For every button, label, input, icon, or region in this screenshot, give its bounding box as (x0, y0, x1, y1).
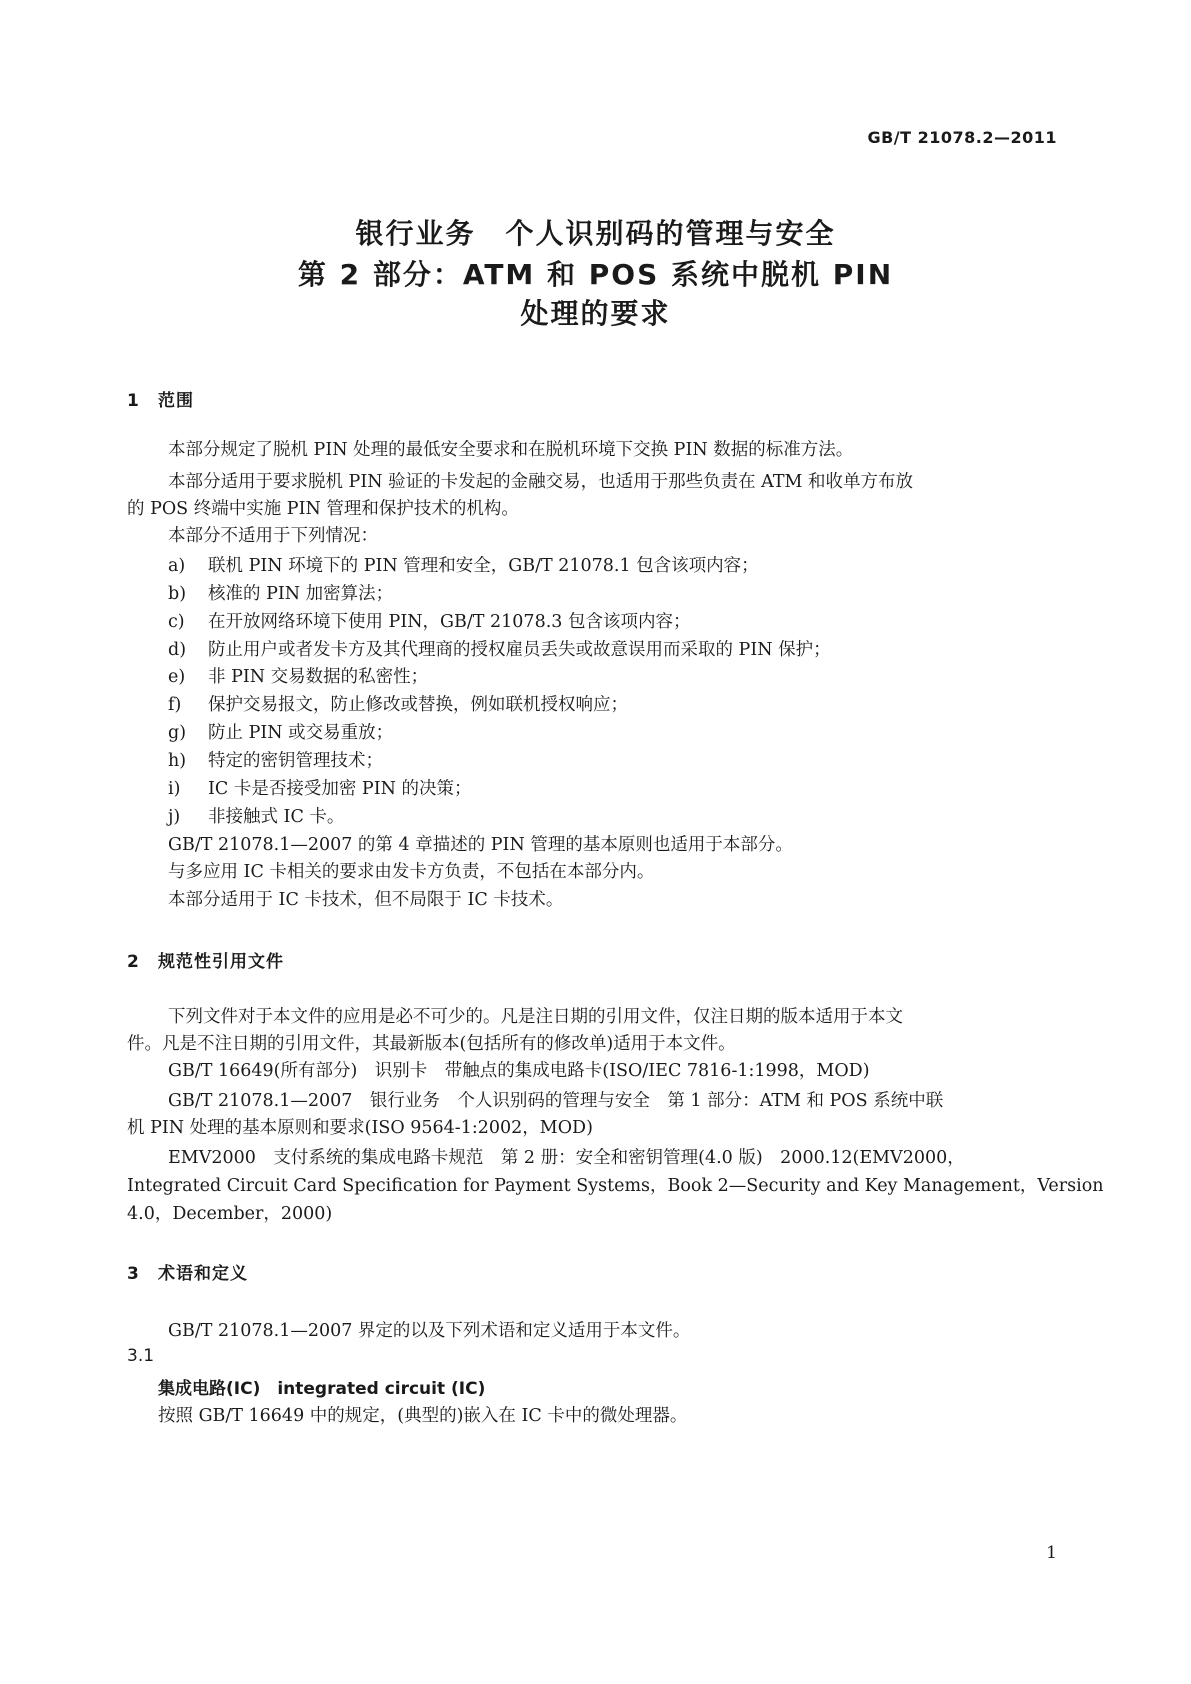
list-label: i) (168, 779, 181, 799)
reference-entry: GB/T 16649(所有部分) 识别卡 带触点的集成电路卡(ISO/IEC 7816-1:1998，MOD) (168, 1061, 870, 1081)
list-label: b) (168, 584, 187, 604)
paragraph: GB/T 21078.1—2007 界定的以及下列术语和定义适用于本文件。 (168, 1321, 691, 1341)
list-label: j) (168, 807, 181, 827)
list-text: 防止用户或者发卡方及其代理商的授权雇员丢失或故意误用而采取的 PIN 保护； (208, 640, 831, 660)
title-line-3: 处理的要求 (520, 297, 671, 330)
section-title: 规范性引用文件 (158, 952, 284, 972)
reference-entry: EMV2000 支付系统的集成电路卡规范 第 2 册：安全和密钥管理(4.0 版) 2000.12(EMV2000， (168, 1148, 965, 1168)
list-text: 保护交易报文，防止修改或替换，例如联机授权响应； (208, 695, 628, 715)
list-item (168, 663, 428, 688)
section-1-heading (127, 386, 194, 411)
list-label: e) (168, 667, 186, 687)
reference-continuation: 4.0，December，2000) (127, 1204, 333, 1224)
paragraph-continuation: 件。凡是不注日期的引用文件，其最新版本(包括所有的修改单)适用于本文件。 (127, 1034, 736, 1054)
term-definition: 按照 GB/T 16649 中的规定，(典型的)嵌入在 IC 卡中的微处理器。 (158, 1406, 688, 1426)
list-item (168, 747, 383, 772)
paragraph: GB/T 21078.1—2007 的第 4 章描述的 PIN 管理的基本原则也适用于本部分。 (168, 835, 793, 855)
reference-continuation: 机 PIN 处理的基本原则和要求(ISO 9564-1:2002，MOD) (127, 1118, 593, 1138)
list-item (168, 552, 759, 577)
section-number: 1 (127, 391, 140, 411)
list-item (168, 608, 690, 633)
list-text: 特定的密钥管理技术； (208, 751, 383, 771)
paragraph: 与多应用 IC 卡相关的要求由发卡方负责，不包括在本部分内。 (168, 862, 655, 882)
list-text: 防止 PIN 或交易重放； (208, 723, 394, 743)
list-item (168, 775, 472, 800)
term-number: 3.1 (127, 1346, 155, 1366)
section-title: 术语和定义 (158, 1264, 248, 1284)
paragraph: 本部分适用于 IC 卡技术，但不局限于 IC 卡技术。 (168, 890, 564, 910)
list-label: f) (168, 695, 182, 715)
paragraph: 本部分不适用于下列情况： (168, 526, 378, 546)
section-number: 2 (127, 952, 140, 972)
section-title: 范围 (158, 391, 194, 411)
list-text: 在开放网络环境下使用 PIN，GB/T 21078.3 包含该项内容； (208, 612, 691, 632)
section-3-heading (127, 1259, 248, 1284)
section-number: 3 (127, 1264, 140, 1284)
list-label: h) (168, 751, 187, 771)
reference-continuation: Integrated Circuit Card Specification for Payment Systems，Book 2—Security and Key Management，Version (127, 1176, 1104, 1196)
paragraph-continuation: 的 POS 终端中实施 PIN 管理和保护技术的机构。 (127, 499, 519, 519)
list-text: 非 PIN 交易数据的私密性； (208, 667, 429, 687)
list-item (168, 691, 628, 716)
reference-entry: GB/T 21078.1—2007 银行业务 个人识别码的管理与安全 第 1 部分：ATM 和 POS 系统中联 (168, 1091, 944, 1111)
list-label: g) (168, 723, 187, 743)
list-text: IC 卡是否接受加密 PIN 的决策； (208, 779, 472, 799)
list-item (168, 719, 393, 744)
list-item (168, 803, 344, 828)
list-label: d) (168, 640, 187, 660)
page-number: 1 (1046, 1543, 1057, 1563)
list-text: 非接触式 IC 卡。 (208, 807, 345, 827)
term-heading: 集成电路(IC) integrated circuit (IC) (158, 1379, 486, 1399)
list-text: 核准的 PIN 加密算法； (208, 584, 394, 604)
title-line-2: 第 2 部分：ATM 和 POS 系统中脱机 PIN (297, 258, 894, 291)
standard-number: GB/T 21078.2—2011 (867, 128, 1057, 147)
list-text: 联机 PIN 环境下的 PIN 管理和安全，GB/T 21078.1 包含该项内容； (208, 556, 759, 576)
list-label: a) (168, 556, 186, 576)
list-label: c) (168, 612, 185, 632)
paragraph: 本部分适用于要求脱机 PIN 验证的卡发起的金融交易，也适用于那些负责在 ATM 和收单方布放 (168, 472, 914, 492)
paragraph: 本部分规定了脱机 PIN 处理的最低安全要求和在脱机环境下交换 PIN 数据的标准方法。 (168, 440, 854, 460)
list-item (168, 636, 831, 661)
paragraph: 下列文件对于本文件的应用是必不可少的。凡是注日期的引用文件，仅注日期的版本适用于本文 (168, 1007, 903, 1027)
title-line-1: 银行业务 个人识别码的管理与安全 (355, 217, 836, 250)
list-item (168, 580, 393, 605)
section-2-heading (127, 947, 284, 972)
